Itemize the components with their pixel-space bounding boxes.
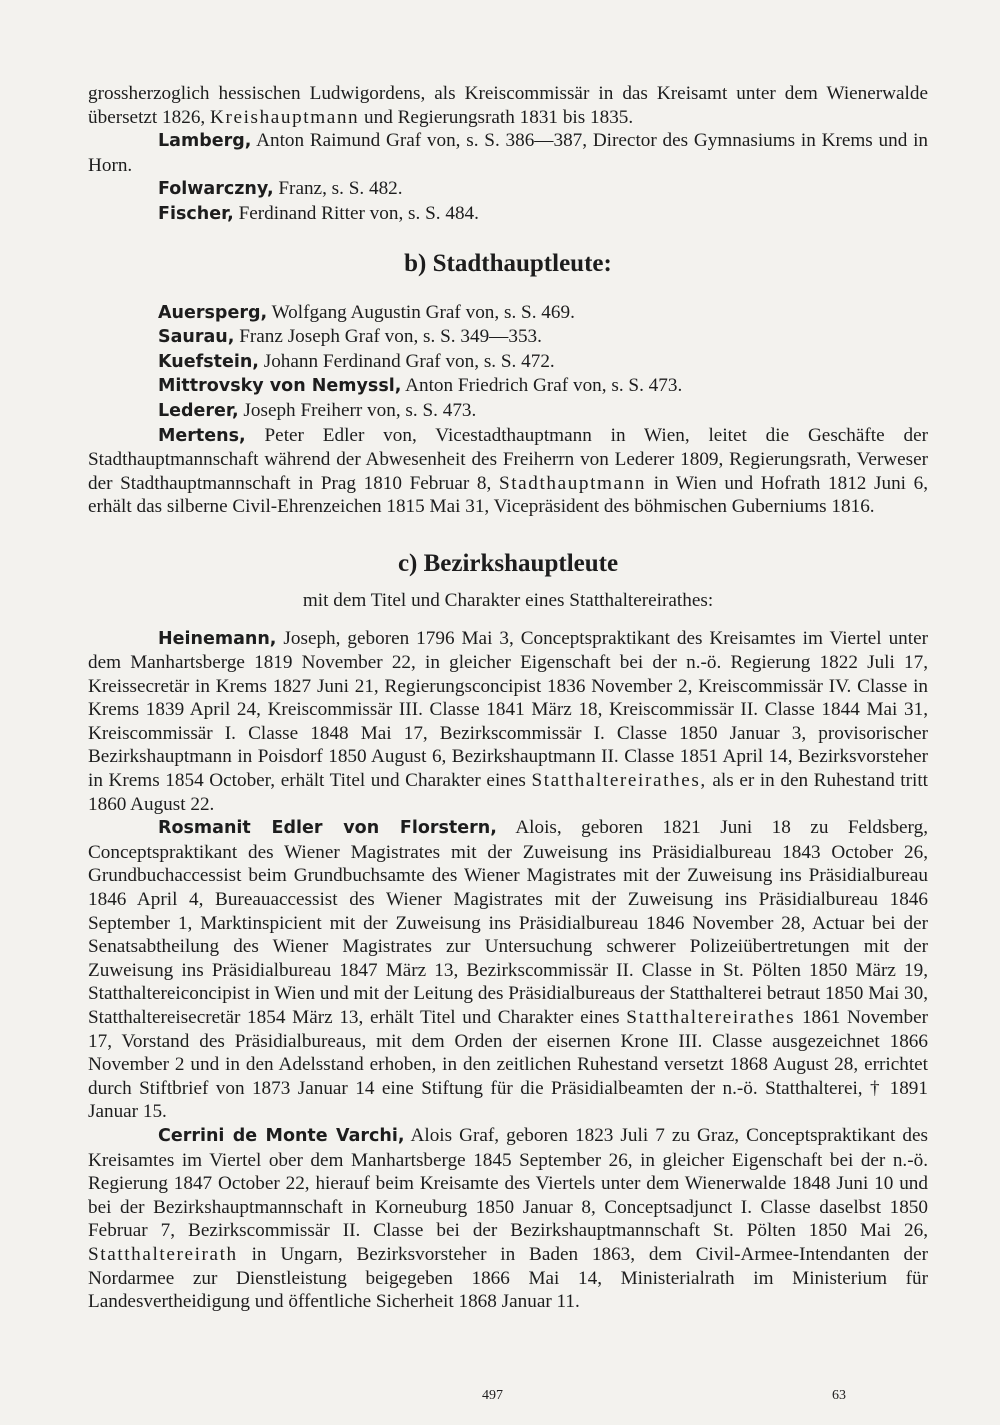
entry-fischer xyxy=(88,202,928,227)
entry-text: in Ungarn, Bezirksvorsteher in Baden 1863, dem Civil-Armee-Intendanten der Nordarmee zur Dienstleistung beigegeben 1866 Mai 14, Ministerialrath im Ministerium für Landesvertheidigung und öffentliche Sicherheit 1868 Januar 11. xyxy=(88,1243,929,1313)
entry-heinemann xyxy=(88,627,928,817)
entry-name: Kuefstein, xyxy=(158,351,259,372)
entry-lamberg xyxy=(88,129,928,177)
entry-name: Mertens, xyxy=(158,425,246,446)
page-number: 497 xyxy=(482,1388,503,1403)
entry-rosmanit xyxy=(88,816,928,1124)
intro-spaced-term: Kreishauptmann xyxy=(210,106,360,128)
entry-text: Joseph, geboren 1796 Mai 3, Conceptspraktikant des Kreisamtes im Viertel unter dem Manhartsberge 1819 November 22, in gleicher Eigenschaft bei der n.-ö. Regierung 1822 Juli 17, Kreissecretär in Krems 1827 Juni 21, Regierungsconcipist 1836 November 2, Kreiscommissär IV. Classe in Krems 1839 April 24, Kreiscommissär III. Classe 1841 März 18, Kreiscommissär II. Classe 1844 Mai 31, Kreiscommissär I. Classe 1848 Mai 17, Bezirkscommissär I. Classe 1850 Januar 3, provisorischer Bezirkshauptmann in Poisdorf 1850 August 6, Bezirkshauptmann II. Classe 1851 April 14, Bezirksvorsteher in Krems 1854 October, erhält Titel und Charakter eines xyxy=(88,627,929,792)
intro-tail: und Regierungsrath 1831 bis 1835. xyxy=(364,106,634,128)
entry-name: Cerrini de Monte Varchi, xyxy=(158,1125,405,1146)
entry-cerrini xyxy=(88,1124,928,1314)
entry-text: Franz, s. S. 482. xyxy=(278,178,403,200)
section-heading-bezirkshauptleute: c) Bezirkshauptleute xyxy=(397,549,619,577)
entry-text: Ferdinand Ritter von, s. S. 484. xyxy=(238,202,479,224)
entry-kuefstein xyxy=(88,350,928,375)
entry-name: Rosmanit Edler von Florstern, xyxy=(158,818,497,839)
entry-mertens xyxy=(88,424,928,519)
entry-name: Folwarczny, xyxy=(158,179,274,200)
entry-text: Johann Ferdinand Graf von, s. S. 472. xyxy=(263,350,555,372)
entry-lederer xyxy=(88,399,928,424)
document-page xyxy=(88,82,928,1314)
entry-name: Saurau, xyxy=(158,327,235,348)
entry-text: Franz Joseph Graf von, s. S. 349—353. xyxy=(239,326,542,348)
entry-text: in Wien und Hofrath 1812 Juni 6, erhält das silberne Civil-Ehrenzeichen 1815 Mai 31, Vicepräsident des böhmischen Guberniums 1816. xyxy=(88,472,929,518)
entry-text: Alois, geboren 1821 Juni 18 zu Feldsberg, Conceptspraktikant des Wiener Magistrates mit der Zuweisung ins Präsidialbureau 1843 October 26, Grundbuchaccessist beim Grundbuchsamte des Wiener Magistrates mit der Zuweisung ins Präsidialbureau 1846 April 4, Bureauaccessist des Wiener Magistrates mit der Zuweisung ins Präsidialbureau 1846 September 1, Marktinspicient mit der Zuweisung ins Präsidialbureau 1846 November 28, Actuar bei der Senatsabtheilung des Wiener Magistrates zur Untersuchung schwerer Polizeiübertretungen mit der Zuweisung ins Präsidialbureau 1847 März 13, Bezirkscommissär II. Classe in St. Pölten 1850 März 19, Statthaltereiconcipist in Wien und mit der Leitung des Präsidialbureaus der Statthalterei betraut 1850 Mai 30, Statthaltereisecretär 1854 März 13, erhält Titel und Charakter eines xyxy=(88,817,928,1028)
section-subtitle: mit dem Titel und Charakter eines Statthaltereirathes: xyxy=(302,589,714,611)
entry-folwarczny xyxy=(88,177,928,202)
section-heading-stadthauptleute: b) Stadthauptleute: xyxy=(404,249,612,277)
entry-text: Wolfgang Augustin Graf von, s. S. 469. xyxy=(271,301,575,323)
intro-text: grossherzoglich hessischen Ludwigordens, als Kreiscommissär in das Kreisamt unter dem Wienerwalde übersetzt 1826, xyxy=(88,83,928,128)
entry-name: Lederer, xyxy=(158,400,239,421)
entry-text: Joseph Freiherr von, s. S. 473. xyxy=(243,399,477,421)
intro-paragraph xyxy=(88,82,928,129)
entry-saurau xyxy=(88,325,928,350)
sheet-signature: 63 xyxy=(832,1388,846,1403)
entry-auersperg xyxy=(88,301,928,326)
entry-text: als er in den Ruhestand tritt 1860 August 22. xyxy=(88,770,928,815)
entry-name: Lamberg, xyxy=(158,131,252,152)
entry-text: Alois Graf, geboren 1823 Juli 7 zu Graz, Conceptspraktikant des Kreisamtes im Viertel ober dem Manhartsberge 1845 September 26, in gleicher Eigenschaft bei der n.-ö. Regierung 1847 October 22, hierauf beim Kreisamte des Viertels unter dem Wienerwalde 1848 Juni 10 und bei der Bezirkshauptmannschaft in Korneuburg 1850 Januar 8, Conceptsadjunct I. Classe daselbst 1850 Februar 7, Bezirkscommissär II. Classe bei der Bezirkshauptmannschaft St. Pölten 1850 Mai 26, xyxy=(88,1124,928,1242)
entry-name: Mittrovsky von Nemyssl, xyxy=(158,376,402,397)
entry-name: Auersperg, xyxy=(158,302,268,323)
entry-spaced-term: Statthaltereirath xyxy=(88,1243,238,1265)
entry-text: 1861 November 17, Vorstand des Präsidialbureaus, mit dem Orden der eisernen Krone III. Classe ausgezeichnet 1866 November 2 und in den Adelsstand erhoben, in den zeitlichen Ruhestand versetzt 1868 August 28, errichtet durch Stiftbrief von 1873 Januar 14 eine Stiftung für die Präsidialbeamten der n.-ö. Statthalterei, † 1891 Januar 15. xyxy=(88,1007,929,1123)
entry-name: Fischer, xyxy=(158,203,234,224)
entry-mittrovsky xyxy=(88,374,928,399)
entry-text: Peter Edler von, Vicestadthauptmann in Wien, leitet die Geschäfte der Stadthauptmannschaft während der Abwesenheit des Freiherrn von Lederer 1809, Regierungsrath, Verweser der Stadthauptmannschaft in Prag 1810 Februar 8, xyxy=(88,424,928,494)
entry-text: Anton Raimund Graf von, s. S. 386—387, Director des Gymnasiums in Krems und in Horn. xyxy=(88,130,928,176)
entry-spaced-term: Statthaltereirathes, xyxy=(531,770,707,792)
entry-spaced-term: Stadthauptmann xyxy=(498,472,647,494)
entry-text: Anton Friedrich Graf von, s. S. 473. xyxy=(405,375,683,397)
entry-name: Heinemann, xyxy=(158,628,277,649)
entry-spaced-term: Statthaltereirathes xyxy=(626,1007,796,1028)
